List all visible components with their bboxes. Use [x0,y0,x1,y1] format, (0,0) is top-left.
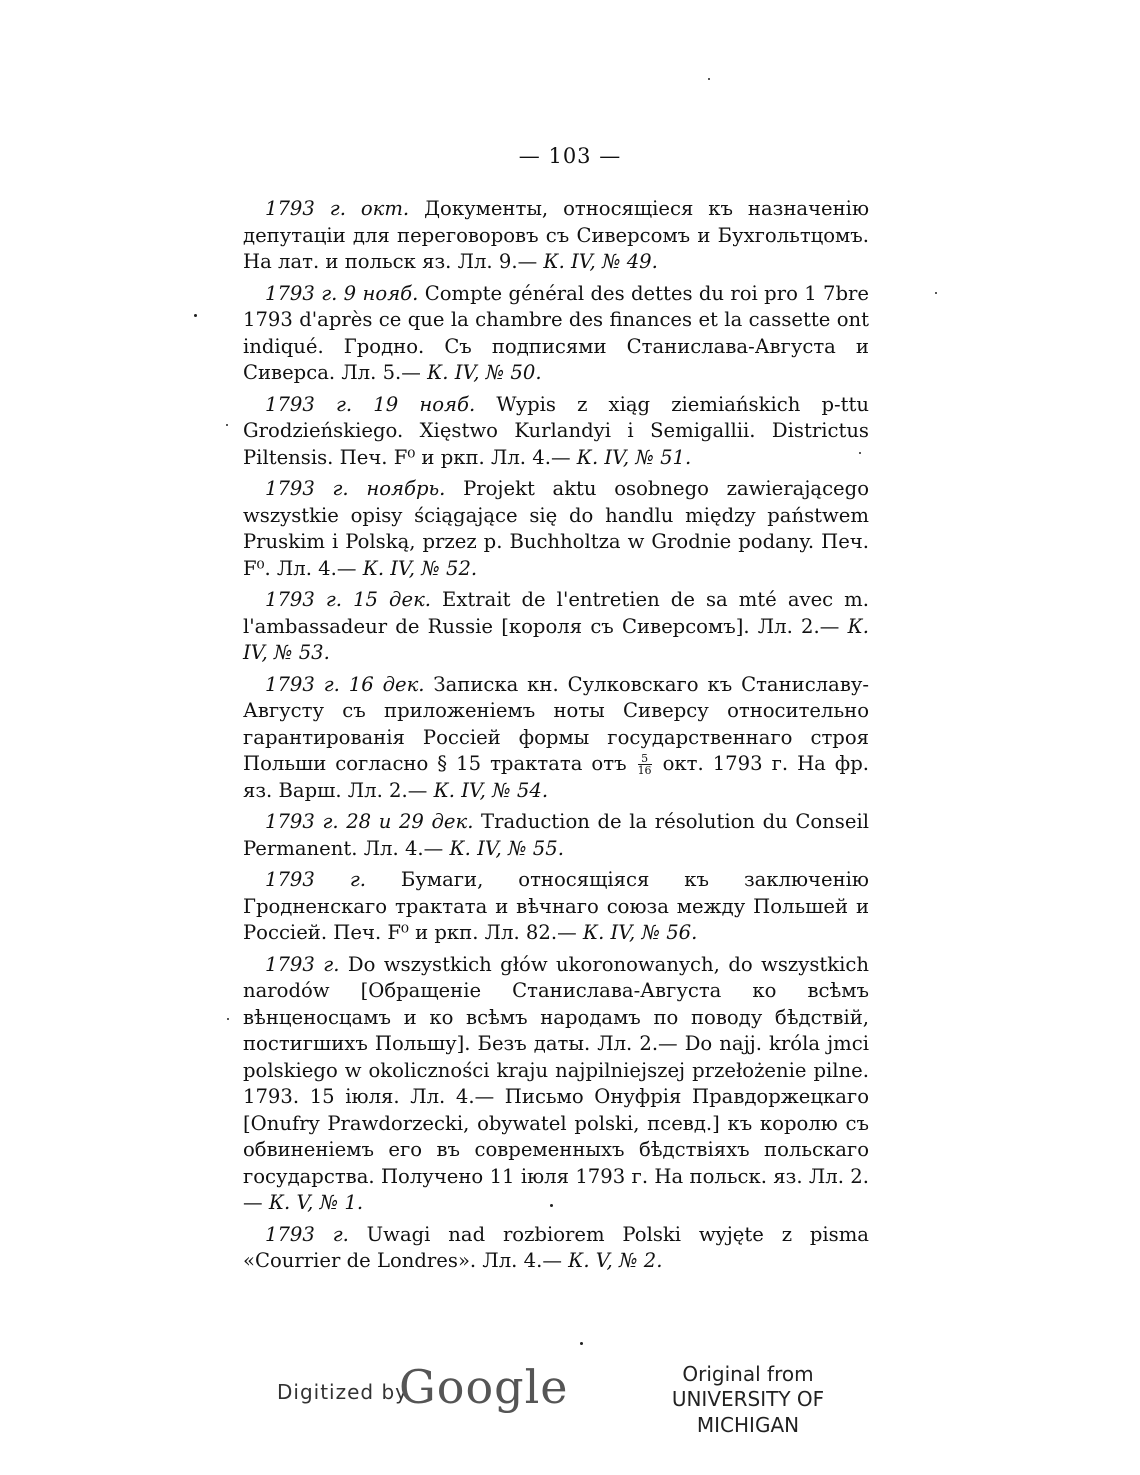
entry-ref: К. IV, № 49. [543,250,658,273]
entry-ref: К. V, № 2. [568,1249,663,1272]
fraction-denominator: 16 [637,764,652,777]
entry-4 [243,476,869,582]
entry-text: Compte général des dettes du roi pro 1 7bre 1793 d'après ce que la chambre des finances et la cassette ont indiqué. Гродно. Съ подписями Станислава-Августа и Сиверса. Лл. 5.— [243,281,869,384]
entry-ref: К. IV, № 51. [576,445,692,469]
entry-date: 1793 г. 16 дек. [265,672,425,696]
scan-speck [580,1342,583,1345]
scan-speck [194,314,197,317]
entry-text: Записка кн. Сулковскаго къ Станиславу-Августу съ приложеніемъ ноты Сиверсу относительно гарантированія Россіей формы государственнаго строя Польши согласно § 15 трактата отъ [243,672,869,775]
fraction-numerator: 5 [638,753,652,765]
entry-text: Uwagi nad rozbiorem Polski wyjęte z pisma «Courrier de Londres». Лл. 4.— [243,1222,869,1272]
entry-8 [243,867,869,947]
entry-ref: К. IV, № 56. [582,921,698,944]
entry-text: Traduction de la résolution du Conseil Permanent. Лл. 4.— [243,810,869,860]
entry-ref: К. IV, № 55. [449,836,564,860]
page-number: — 103 — [518,144,622,168]
entry-7 [243,809,869,862]
archive-entries [243,196,869,1280]
entry-text: Do wszystkich głów ukoronowanych, do wszystkich narodów [Обращеніе Станислава-Августа ко всѣмъ вѣнценосцамъ и ко всѣмъ народамъ по поводу бѣдствій, постигшихъ Польшу]. Безъ даты. Лл. 2.— Do najj. króla jmci polskiego w okoliczności kraju najpilniejszej przełożenie pilne. 1793. 15 іюля. Лл. 4.— Письмо Онуфрія Правдоржецкаго [Onufry Prawdorzecki, obywatel polski, псевд.] къ королю съ обвиненіемъ его въ современныхъ бѣдствіяхъ польскаго государства. Получено 11 іюля 1793 г. На польск. яз. Лл. 2.— [243,952,869,1214]
entry-date: 1793 г. 9 нояб. [265,281,419,305]
entry-text-continued: окт. 1793 г. На фр. яз. Варш. Лл. 2.— [243,752,869,802]
entry-date: 1793 г. 15 дек. [265,588,431,611]
institution-name: UNIVERSITY OF MICHIGAN [671,1387,825,1437]
entry-text: Документы, относящіеся къ назначенію депутаціи для переговоровъ съ Сиверсомъ и Бухгольтцомъ. На лат. и польск яз. Лл. 9.— [243,197,869,273]
google-logo: Google [399,1360,569,1414]
scan-speck [935,292,937,294]
entry-text: Wypis z xiąg ziemiańskich p-ttu Grodzieńskiego. Xięstwo Kurlandyi i Semigallii. Districtus Piltensis. Печ. F⁰ и ркп. Лл. 4.— [243,392,869,469]
entry-date: 1793 г. [265,952,340,976]
entry-9 [243,952,869,1217]
entry-5 [243,587,869,667]
entry-text: Projekt aktu osobnego zawierającego wszystkie opisy ściągające się do handlu między państwem Pruskim i Polską, przez p. Buchholtza w Grodnie podany. Печ. F⁰. Лл. 4.— [243,477,869,580]
scan-speck [708,78,710,80]
entry-ref: К. IV, № 54. [433,778,549,802]
entry-6 [243,672,869,805]
entry-ref: К. IV, № 52. [362,556,478,580]
original-source [618,1362,878,1438]
entry-date: 1793 г. 28 и 29 дек. [265,810,474,833]
entry-ref: К. IV, № 53. [243,614,869,664]
scan-speck [550,1204,553,1207]
entry-ref: К. IV, № 50. [427,361,542,384]
entry-date: 1793 г. ноябрь. [265,477,446,500]
entry-3 [243,392,869,472]
original-from-label: Original from [682,1362,814,1386]
entry-ref: К. V, № 1. [268,1191,364,1214]
digitized-by-google [273,1360,569,1414]
entry-date: 1793 г. окт. [265,197,410,220]
entry-text: Extrait de l'entretien de sa mté avec m. l'ambassadeur de Russie [короля съ Сиверсомъ]. Лл. 2.— [243,588,869,638]
scan-speck [226,424,228,426]
entry-1 [243,196,869,276]
entry-10 [243,1222,869,1275]
entry-text: Бумаги, относящіяся къ заключенію Гродненскаго трактата и вѣчнаго союза между Польшей и Россіей. Печ. F⁰ и ркп. Лл. 82.— [243,868,869,944]
fraction [638,753,652,776]
entry-date: 1793 г. 19 нояб. [265,392,476,416]
scan-speck [859,452,861,454]
entry-date: 1793 г. [265,868,366,891]
digitized-label: Digitized by [277,1380,408,1404]
scan-speck [227,1018,229,1020]
entry-date: 1793 г. [265,1222,349,1246]
entry-2 [243,281,869,387]
